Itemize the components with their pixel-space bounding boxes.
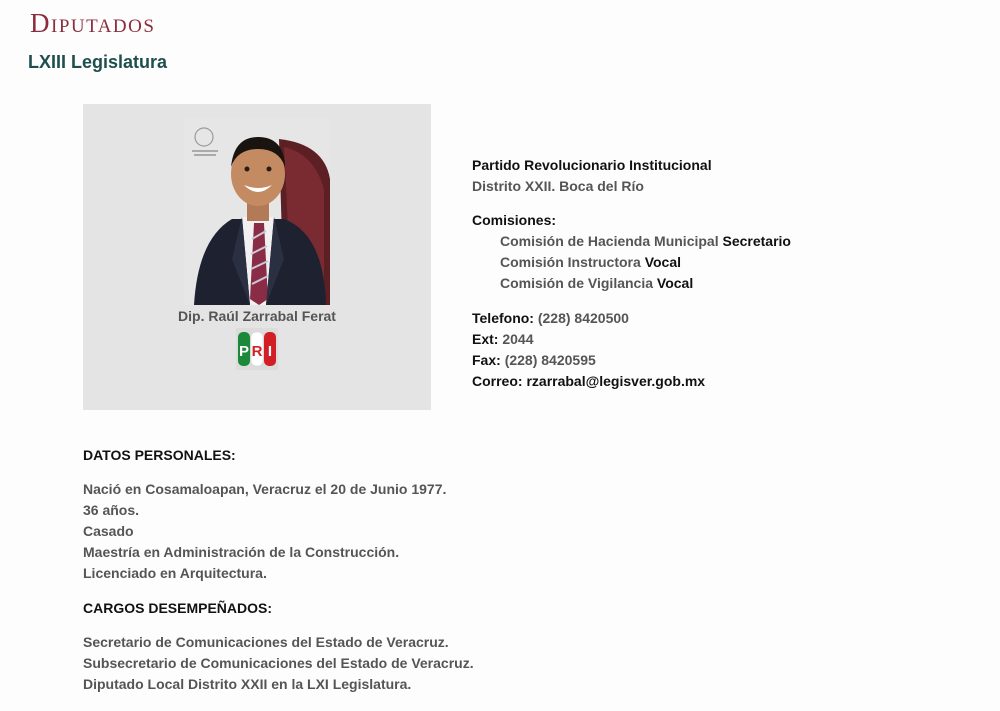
party-name: Partido Revolucionario Institucional (472, 157, 712, 173)
telefono-value: (228) 8420500 (537, 310, 629, 326)
fax-label: Fax: (472, 352, 501, 368)
ext-label: Ext: (472, 331, 499, 347)
pri-logo-icon (236, 328, 278, 370)
comision-item (472, 252, 972, 273)
district: Distrito XXII. Boca del Río (472, 178, 644, 194)
site-title[interactable]: Diputados (30, 8, 156, 38)
svg-text:I: I (267, 343, 273, 360)
telefono-label: Telefono: (472, 310, 534, 326)
profile-card (83, 104, 431, 410)
cargos-heading: CARGOS DESEMPEÑADOS: (83, 600, 273, 616)
comision-role: Vocal (656, 275, 694, 291)
comision-name: Comisión Instructora (500, 254, 641, 270)
cargos-section (83, 598, 783, 695)
datos-line: Maestría en Administración de la Construcción. (83, 544, 400, 560)
comision-role: Secretario (722, 233, 791, 249)
datos-personales-section (83, 445, 783, 584)
svg-text:R: R (251, 343, 263, 360)
deputy-name: Dip. Raúl Zarrabal Ferat (178, 308, 336, 324)
comision-name: Comisión de Hacienda Municipal (500, 233, 719, 249)
telefono-row (472, 308, 972, 329)
deputy-photo (184, 119, 330, 305)
legislature-subtitle: LXIII Legislatura (28, 52, 168, 72)
cargo-line: Subsecretario de Comunicaciones del Estado de Veracruz. (83, 655, 474, 671)
ext-value: 2044 (502, 331, 534, 347)
datos-line: Licenciado en Arquitectura. (83, 565, 267, 581)
deputy-info (472, 155, 972, 392)
correo-link[interactable]: rzarrabal@legisver.gob.mx (526, 373, 706, 389)
datos-line: Casado (83, 523, 134, 539)
comision-item (472, 231, 972, 252)
comision-role: Vocal (644, 254, 681, 270)
datos-line: Nació en Cosamaloapan, Veracruz el 20 de Junio 1977. (83, 481, 447, 497)
correo-label: Correo: (472, 373, 523, 389)
cargo-line: Secretario de Comunicaciones del Estado de Veracruz. (83, 634, 449, 650)
ext-row (472, 329, 972, 350)
correo-row (472, 371, 972, 392)
comision-item (472, 273, 972, 294)
svg-text:P: P (238, 343, 250, 360)
fax-row (472, 350, 972, 371)
comision-name: Comisión de Vigilancia (500, 275, 654, 291)
datos-personales-heading: DATOS PERSONALES: (83, 447, 236, 463)
comisiones-label: Comisiones: (472, 212, 557, 228)
cargo-line: Diputado Local Distrito XXII en la LXI Legislatura. (83, 676, 412, 692)
fax-value: (228) 8420595 (504, 352, 596, 368)
datos-line: 36 años. (83, 502, 140, 518)
